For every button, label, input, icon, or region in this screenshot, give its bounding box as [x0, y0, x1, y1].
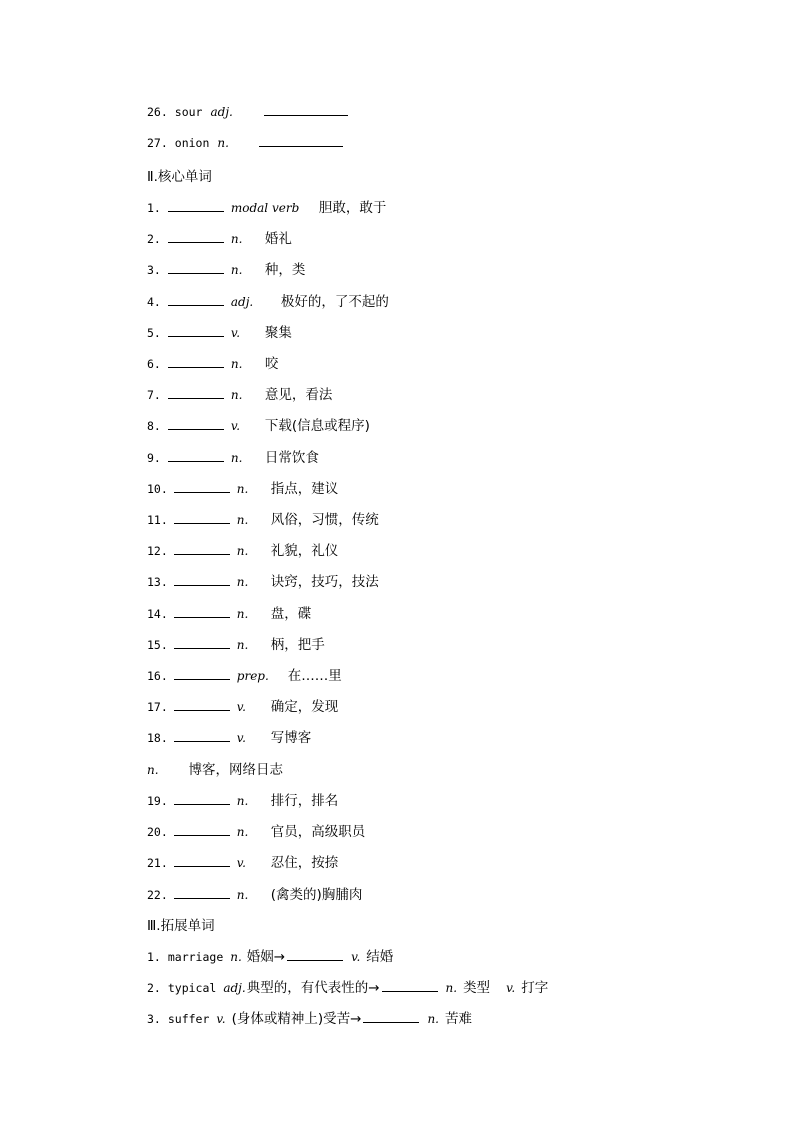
vocab-line: [147, 383, 332, 403]
item-word: typical: [167, 981, 217, 995]
section-title: Ⅲ.拓展单词: [147, 918, 215, 934]
item-meaning: 咬: [264, 356, 279, 372]
vocab-line: [147, 290, 389, 310]
answer-blank[interactable]: [174, 542, 230, 555]
vocab-line: [147, 570, 379, 590]
vocab-line: [147, 414, 370, 434]
item-number: 5.: [147, 325, 161, 340]
item-pos: n.: [217, 136, 229, 150]
item-number: 10.: [147, 481, 168, 496]
item-meaning: 婚礼: [264, 231, 292, 248]
item-pos: v.: [216, 1012, 226, 1026]
item-pos: v.: [236, 731, 246, 746]
vocab-line: [147, 789, 338, 809]
item-number: 26.: [147, 105, 168, 119]
item-meaning: 聚集: [264, 324, 292, 341]
item-number: 18.: [147, 731, 168, 746]
item-pos: n.: [236, 606, 249, 621]
vocab-line: [147, 508, 379, 528]
item-pos: v.: [351, 950, 361, 964]
item-number: 1.: [147, 950, 161, 964]
item-meaning: 博客，网络日志: [188, 762, 284, 778]
vocab-line: [147, 539, 338, 559]
section-heading-core-words: [147, 165, 212, 185]
answer-blank[interactable]: [264, 103, 348, 116]
item-meaning: 婚姻→: [246, 949, 286, 965]
item-pos: v.: [506, 981, 516, 995]
item-pos: n.: [230, 950, 242, 964]
item-pos: v.: [230, 325, 241, 340]
item-number: 17.: [147, 700, 168, 715]
vocab-line-26: [147, 103, 348, 123]
item-number: 3.: [147, 1012, 161, 1026]
item-meaning: 排行，排名: [270, 793, 339, 809]
item-word: marriage: [167, 950, 224, 964]
extended-line-2: [147, 976, 548, 996]
answer-blank[interactable]: [259, 134, 343, 147]
item-meaning: (身体或精神上)受苦→: [231, 1011, 362, 1027]
vocab-line-27: [147, 134, 343, 154]
item-pos: adj.: [223, 981, 246, 995]
item-meaning: 日常饮食: [264, 449, 319, 466]
item-meaning: 类型: [463, 980, 491, 996]
section-heading-extended-words: [147, 914, 215, 934]
item-number: 4.: [147, 294, 161, 309]
item-number: 16.: [147, 669, 168, 683]
vocab-line: [147, 883, 362, 903]
item-pos: n.: [236, 794, 249, 808]
answer-blank[interactable]: [168, 417, 224, 430]
answer-blank[interactable]: [168, 324, 224, 337]
item-meaning: 在……里: [287, 668, 342, 684]
item-pos: n.: [236, 481, 249, 496]
answer-blank[interactable]: [174, 854, 230, 867]
item-number: 13.: [147, 575, 168, 590]
item-pos: n.: [236, 544, 249, 559]
vocab-line-18-noun: [147, 758, 283, 778]
item-pos: n.: [236, 887, 249, 902]
item-meaning: 下载(信息或程序): [264, 418, 370, 435]
item-meaning: 写博客: [270, 730, 312, 747]
vocab-line: [147, 633, 325, 653]
item-number: 27.: [147, 136, 168, 150]
item-number: 3.: [147, 263, 161, 278]
answer-blank[interactable]: [168, 355, 224, 368]
vocab-line: [147, 258, 305, 278]
item-pos: v.: [236, 700, 246, 715]
item-number: 20.: [147, 825, 168, 840]
item-number: 8.: [147, 419, 161, 434]
item-number: 22.: [147, 887, 168, 902]
item-pos: n.: [230, 232, 243, 247]
answer-blank[interactable]: [174, 605, 230, 618]
item-pos: prep.: [236, 669, 269, 683]
item-meaning: 柄，把手: [270, 636, 325, 653]
item-meaning: 苦难: [444, 1011, 472, 1027]
vocab-line: [147, 726, 311, 746]
answer-blank[interactable]: [168, 199, 224, 212]
answer-blank[interactable]: [174, 511, 230, 524]
item-meaning: 风俗，习惯，传统: [270, 512, 379, 528]
item-meaning: (禽类的)胸脯肉: [270, 886, 363, 903]
item-word: onion: [174, 136, 210, 150]
vocab-line: [147, 695, 338, 715]
item-word: suffer: [167, 1012, 210, 1026]
answer-blank[interactable]: [174, 729, 230, 742]
item-meaning: 意见，看法: [264, 387, 333, 404]
item-pos: v.: [230, 419, 241, 434]
item-pos: n.: [230, 450, 243, 465]
answer-blank[interactable]: [168, 230, 224, 243]
answer-blank[interactable]: [168, 293, 224, 306]
item-meaning: 打字: [521, 980, 549, 996]
extended-line-3: [147, 1007, 472, 1027]
item-pos: modal verb: [230, 201, 300, 215]
item-number: 19.: [147, 794, 168, 808]
vocab-line: [147, 851, 338, 871]
extended-line-1: [147, 945, 393, 965]
item-word: sour: [174, 105, 203, 119]
answer-blank[interactable]: [174, 886, 230, 899]
vocab-line: [147, 227, 292, 247]
vocab-line: [147, 196, 386, 216]
item-pos: n.: [236, 825, 249, 840]
item-meaning: 典型的，有代表性的→: [246, 980, 380, 996]
item-number: 12.: [147, 544, 168, 559]
item-number: 9.: [147, 450, 161, 465]
item-number: 2.: [147, 981, 161, 995]
item-pos: n.: [147, 763, 159, 777]
answer-blank[interactable]: [168, 449, 224, 462]
item-pos: v.: [236, 856, 246, 871]
item-number: 2.: [147, 232, 161, 247]
item-pos: n.: [230, 357, 243, 371]
answer-blank[interactable]: [174, 636, 230, 649]
answer-blank[interactable]: [174, 573, 230, 586]
item-number: 11.: [147, 513, 168, 527]
item-number: 21.: [147, 856, 168, 871]
vocab-line: [147, 352, 278, 372]
item-meaning: 礼貌，礼仪: [270, 543, 339, 560]
item-meaning: 盘，碟: [270, 605, 312, 622]
answer-blank[interactable]: [174, 667, 230, 680]
item-pos: n.: [230, 263, 243, 278]
answer-blank[interactable]: [363, 1010, 419, 1023]
item-pos: adj.: [230, 294, 254, 309]
vocab-line: [147, 477, 338, 497]
answer-blank[interactable]: [174, 698, 230, 711]
item-meaning: 种，类: [264, 262, 306, 279]
item-number: 7.: [147, 388, 161, 403]
item-pos: adj.: [210, 105, 233, 119]
answer-blank[interactable]: [174, 792, 230, 805]
item-meaning: 胆敢，敢于: [318, 200, 387, 216]
item-pos: n.: [445, 981, 458, 995]
vocab-line: [147, 446, 319, 466]
answer-blank[interactable]: [168, 386, 224, 399]
answer-blank[interactable]: [174, 823, 230, 836]
item-meaning: 诀窍，技巧，技法: [270, 574, 379, 591]
section-title: Ⅱ.核心单词: [147, 169, 212, 185]
vocab-line: [147, 820, 365, 840]
item-meaning: 结婚: [366, 949, 394, 965]
item-meaning: 忍住，按捺: [270, 855, 339, 872]
item-meaning: 指点，建议: [270, 480, 339, 497]
item-meaning: 极好的，了不起的: [280, 293, 389, 310]
item-number: 1.: [147, 201, 161, 215]
item-number: 14.: [147, 606, 168, 621]
item-pos: n.: [236, 575, 249, 590]
vocab-line: [147, 602, 311, 622]
answer-blank[interactable]: [168, 261, 224, 274]
item-pos: n.: [230, 388, 243, 403]
vocab-line: [147, 664, 342, 684]
item-pos: n.: [427, 1012, 439, 1026]
answer-blank[interactable]: [382, 979, 438, 992]
item-meaning: 确定，发现: [270, 699, 339, 716]
answer-blank[interactable]: [174, 480, 230, 493]
item-pos: n.: [236, 637, 249, 652]
answer-blank[interactable]: [287, 948, 343, 961]
vocab-line: [147, 321, 292, 341]
item-pos: n.: [236, 513, 249, 527]
item-meaning: 官员，高级职员: [270, 824, 366, 841]
item-number: 6.: [147, 357, 161, 371]
item-number: 15.: [147, 637, 168, 652]
